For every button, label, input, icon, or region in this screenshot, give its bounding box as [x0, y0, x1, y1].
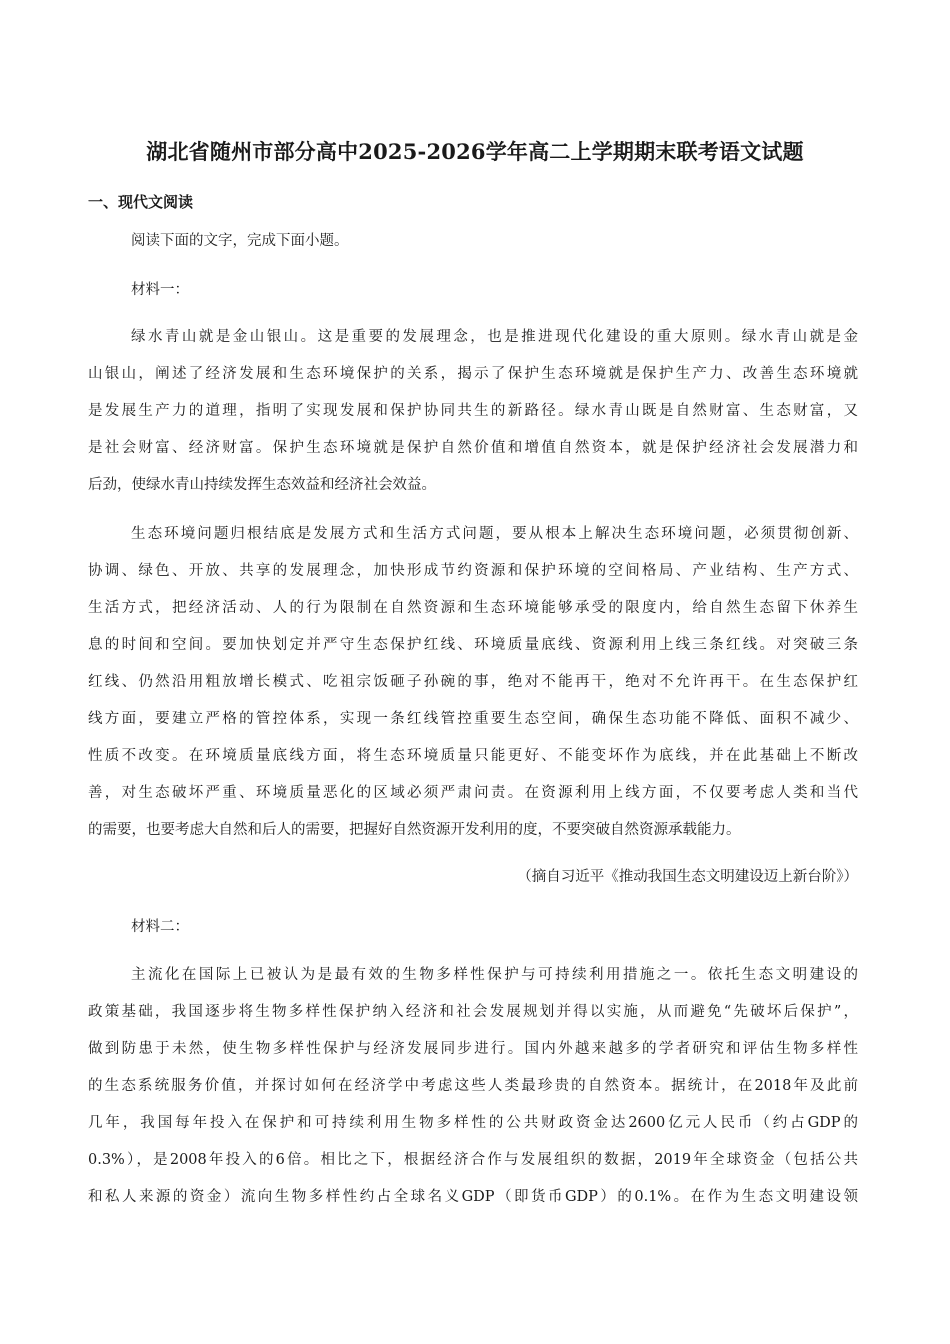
material-two-label: 材料二： — [131, 919, 189, 935]
paragraph-line: 几年，我国每年投入在保护和可持续利用生物多样性的公共财政资金达2600亿元人民币（约占GDP的 — [88, 1115, 858, 1131]
paragraph-line: 是社会财富、经济财富。保护生态环境就是保护自然价值和增值自然资本，就是保护经济社会发展潜力和 — [88, 440, 858, 456]
paragraph-line: 是发展生产力的道理，指明了实现发展和保护协同共生的新路径。绿水青山既是自然财富、生态财富，又 — [88, 403, 858, 419]
paragraph-line: 主流化在国际上已被认为是最有效的生物多样性保护与可持续利用措施之一。依托生态文明建设的 — [131, 967, 858, 983]
section-heading: 一、现代文阅读 — [88, 193, 194, 211]
paragraph-line: 政策基础，我国逐步将生物多样性保护纳入经济和社会发展规划并得以实施，从而避免“先破坏后保护”， — [88, 1004, 858, 1020]
paragraph-line: 和私人来源的资金）流向生物多样性约占全球名义GDP（即货币GDP）的0.1%。在作为生态文明建设领 — [88, 1189, 858, 1205]
paragraph-line: 息的时间和空间。要加快划定并严守生态保护红线、环境质量底线、资源利用上线三条红线。对突破三条 — [88, 637, 858, 653]
exam-title: 湖北省随州市部分高中2025-2026学年高二上学期期末联考语文试题 — [146, 139, 804, 164]
material-one-label: 材料一： — [131, 282, 189, 298]
paragraph-line: 性质不改变。在环境质量底线方面，将生态环境质量只能更好、不能变坏作为底线，并在此基础上不断改 — [88, 748, 858, 764]
paragraph-line: 生态环境问题归根结底是发展方式和生活方式问题，要从根本上解决生态环境问题，必须贯彻创新、 — [131, 526, 858, 542]
paragraph-line: 0.3%），是2008年投入的6倍。相比之下，根据经济合作与发展组织的数据，2019年全球资金（包括公共 — [88, 1152, 858, 1168]
paragraph-line: 生活方式，把经济活动、人的行为限制在自然资源和生态环境能够承受的限度内，给自然生态留下休养生 — [88, 600, 858, 616]
citation: （摘自习近平《推动我国生态文明建设迈上新台阶》） — [517, 869, 858, 885]
paragraph-line: 的生态系统服务价值，并探讨如何在经济学中考虑这些人类最珍贵的自然资本。据统计，在2018年及此前 — [88, 1078, 858, 1094]
paragraph-line: 协调、绿色、开放、共享的发展理念，加快形成节约资源和保护环境的空间格局、产业结构、生产方式、 — [88, 563, 858, 579]
paragraph-line: 线方面，要建立严格的管控体系，实现一条红线管控重要生态空间，确保生态功能不降低、面积不减少、 — [88, 711, 858, 727]
paragraph-line: 绿水青山就是金山银山。这是重要的发展理念，也是推进现代化建设的重大原则。绿水青山就是金 — [131, 329, 858, 345]
paragraph-line: 红线、仍然沿用粗放增长模式、吃祖宗饭砸子孙碗的事，绝对不能再干，绝对不允许再干。在生态保护红 — [88, 674, 858, 690]
paragraph-line: 的需要，也要考虑大自然和后人的需要，把握好自然资源开发利用的度，不要突破自然资源承载能力。 — [88, 822, 741, 838]
paragraph-line: 山银山，阐述了经济发展和生态环境保护的关系，揭示了保护生态环境就是保护生产力、改善生态环境就 — [88, 366, 858, 382]
paragraph-line: 做到防患于未然，使生物多样性保护与经济发展同步进行。国内外越来越多的学者研究和评估生物多样性 — [88, 1041, 858, 1057]
paragraph-line: 后劲，使绿水青山持续发挥生态效益和经济社会效益。 — [88, 477, 436, 493]
paragraph-line: 善，对生态破坏严重、环境质量恶化的区域必须严肃问责。在资源利用上线方面，不仅要考虑人类和当代 — [88, 785, 858, 801]
instruction-text: 阅读下面的文字，完成下面小题。 — [131, 233, 349, 249]
